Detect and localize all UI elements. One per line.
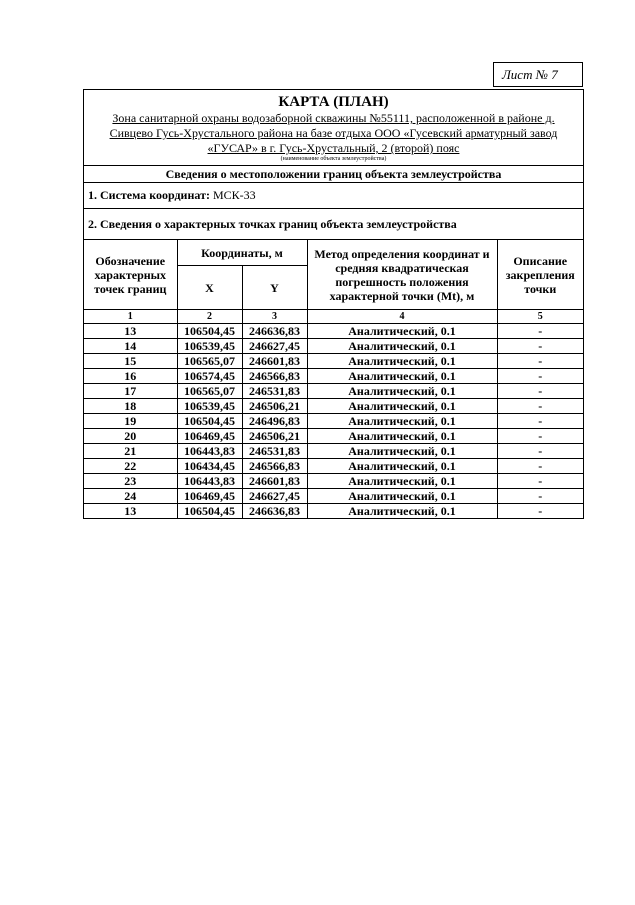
description-cell: - xyxy=(497,429,583,444)
y-cell: 246601,83 xyxy=(242,474,307,489)
x-cell: 106565,07 xyxy=(177,384,242,399)
description-cell: - xyxy=(497,474,583,489)
object-name-caption: (наименование объекта землеустройства) xyxy=(280,156,387,162)
x-cell: 106504,45 xyxy=(177,414,242,429)
method-cell: Аналитический, 0.1 xyxy=(307,444,497,459)
method-cell: Аналитический, 0.1 xyxy=(307,429,497,444)
point-cell: 15 xyxy=(84,354,177,369)
point-cell: 13 xyxy=(84,324,177,339)
header-coords: Координаты, м xyxy=(177,240,307,266)
y-cell: 246496,83 xyxy=(242,414,307,429)
column-number: 3 xyxy=(242,310,307,324)
table-row xyxy=(84,399,583,414)
y-cell: 246627,45 xyxy=(242,489,307,504)
table-row xyxy=(84,324,583,339)
point-cell: 18 xyxy=(84,399,177,414)
method-cell: Аналитический, 0.1 xyxy=(307,489,497,504)
description-cell: - xyxy=(497,399,583,414)
y-cell: 246601,83 xyxy=(242,354,307,369)
table-row xyxy=(84,369,583,384)
object-name-line: Зона санитарной охраны водозаборной скважины №55111, расположенной в районе д. xyxy=(112,111,555,125)
point-cell: 17 xyxy=(84,384,177,399)
x-cell: 106443,83 xyxy=(177,444,242,459)
x-cell: 106504,45 xyxy=(177,504,242,519)
description-cell: - xyxy=(497,369,583,384)
column-number: 4 xyxy=(307,310,497,324)
method-cell: Аналитический, 0.1 xyxy=(307,399,497,414)
header-point: Обозначение характерных точек границ xyxy=(84,240,177,310)
x-cell: 106504,45 xyxy=(177,324,242,339)
column-number: 5 xyxy=(497,310,583,324)
x-cell: 106565,07 xyxy=(177,354,242,369)
point-cell: 20 xyxy=(84,429,177,444)
points-table xyxy=(84,239,583,518)
x-cell: 106434,45 xyxy=(177,459,242,474)
table-row xyxy=(84,339,583,354)
description-cell: - xyxy=(497,324,583,339)
y-cell: 246531,83 xyxy=(242,444,307,459)
x-cell: 106574,45 xyxy=(177,369,242,384)
column-numbers-row xyxy=(84,310,583,324)
y-cell: 246566,83 xyxy=(242,459,307,474)
table-row xyxy=(84,489,583,504)
x-cell: 106443,83 xyxy=(177,474,242,489)
x-cell: 106469,45 xyxy=(177,429,242,444)
column-number: 2 xyxy=(177,310,242,324)
method-cell: Аналитический, 0.1 xyxy=(307,414,497,429)
description-cell: - xyxy=(497,444,583,459)
header-description: Описание закрепления точки xyxy=(497,240,583,310)
y-cell: 246506,21 xyxy=(242,429,307,444)
object-name-line: Сивцево Гусь-Хрустального района на базе отдыха ООО «Гусевский арматурный завод xyxy=(109,126,558,140)
sheet-number: Лист № 7 xyxy=(493,62,583,87)
y-cell: 246627,45 xyxy=(242,339,307,354)
point-cell: 21 xyxy=(84,444,177,459)
table-row xyxy=(84,444,583,459)
description-cell: - xyxy=(497,339,583,354)
description-cell: - xyxy=(497,384,583,399)
method-cell: Аналитический, 0.1 xyxy=(307,324,497,339)
method-cell: Аналитический, 0.1 xyxy=(307,354,497,369)
point-cell: 16 xyxy=(84,369,177,384)
object-name-line: «ГУСАР» в г. Гусь-Хрустальный, 2 (второй) пояс xyxy=(207,141,460,155)
y-cell: 246506,21 xyxy=(242,399,307,414)
document-frame xyxy=(83,89,584,519)
point-cell: 24 xyxy=(84,489,177,504)
method-cell: Аналитический, 0.1 xyxy=(307,384,497,399)
description-cell: - xyxy=(497,354,583,369)
description-cell: - xyxy=(497,504,583,519)
description-cell: - xyxy=(497,414,583,429)
method-cell: Аналитический, 0.1 xyxy=(307,459,497,474)
points-table-body xyxy=(84,324,583,519)
points-section-title: 2. Сведения о характерных точках границ объекта землеустройства xyxy=(84,208,583,239)
y-cell: 246531,83 xyxy=(242,384,307,399)
table-row xyxy=(84,384,583,399)
header-method: Метод определения координат и средняя квадратическая погрешность положения характерной точки (Mt), м xyxy=(307,240,497,310)
y-cell: 246636,83 xyxy=(242,324,307,339)
table-row xyxy=(84,354,583,369)
point-cell: 14 xyxy=(84,339,177,354)
table-row xyxy=(84,429,583,444)
method-cell: Аналитический, 0.1 xyxy=(307,369,497,384)
coordinate-system-label: 1. Система координат: xyxy=(88,188,210,202)
x-cell: 106469,45 xyxy=(177,489,242,504)
column-number: 1 xyxy=(84,310,177,324)
coordinate-system-value: МСК-33 xyxy=(212,188,256,202)
point-cell: 19 xyxy=(84,414,177,429)
y-cell: 246566,83 xyxy=(242,369,307,384)
description-cell: - xyxy=(497,489,583,504)
method-cell: Аналитический, 0.1 xyxy=(307,504,497,519)
y-cell: 246636,83 xyxy=(242,504,307,519)
coordinate-system-row xyxy=(84,182,583,208)
point-cell: 22 xyxy=(84,459,177,474)
document-title: КАРТА (ПЛАН) xyxy=(278,94,389,110)
x-cell: 106539,45 xyxy=(177,339,242,354)
x-cell: 106539,45 xyxy=(177,399,242,414)
description-cell: - xyxy=(497,459,583,474)
table-row xyxy=(84,459,583,474)
point-cell: 23 xyxy=(84,474,177,489)
header-x: X xyxy=(177,266,242,310)
header-y: Y xyxy=(242,266,307,310)
object-name xyxy=(84,110,583,156)
table-row xyxy=(84,474,583,489)
method-cell: Аналитический, 0.1 xyxy=(307,474,497,489)
section-header: Сведения о местоположении границ объекта землеустройства xyxy=(84,165,583,182)
table-row xyxy=(84,504,583,519)
point-cell: 13 xyxy=(84,504,177,519)
method-cell: Аналитический, 0.1 xyxy=(307,339,497,354)
table-row xyxy=(84,414,583,429)
